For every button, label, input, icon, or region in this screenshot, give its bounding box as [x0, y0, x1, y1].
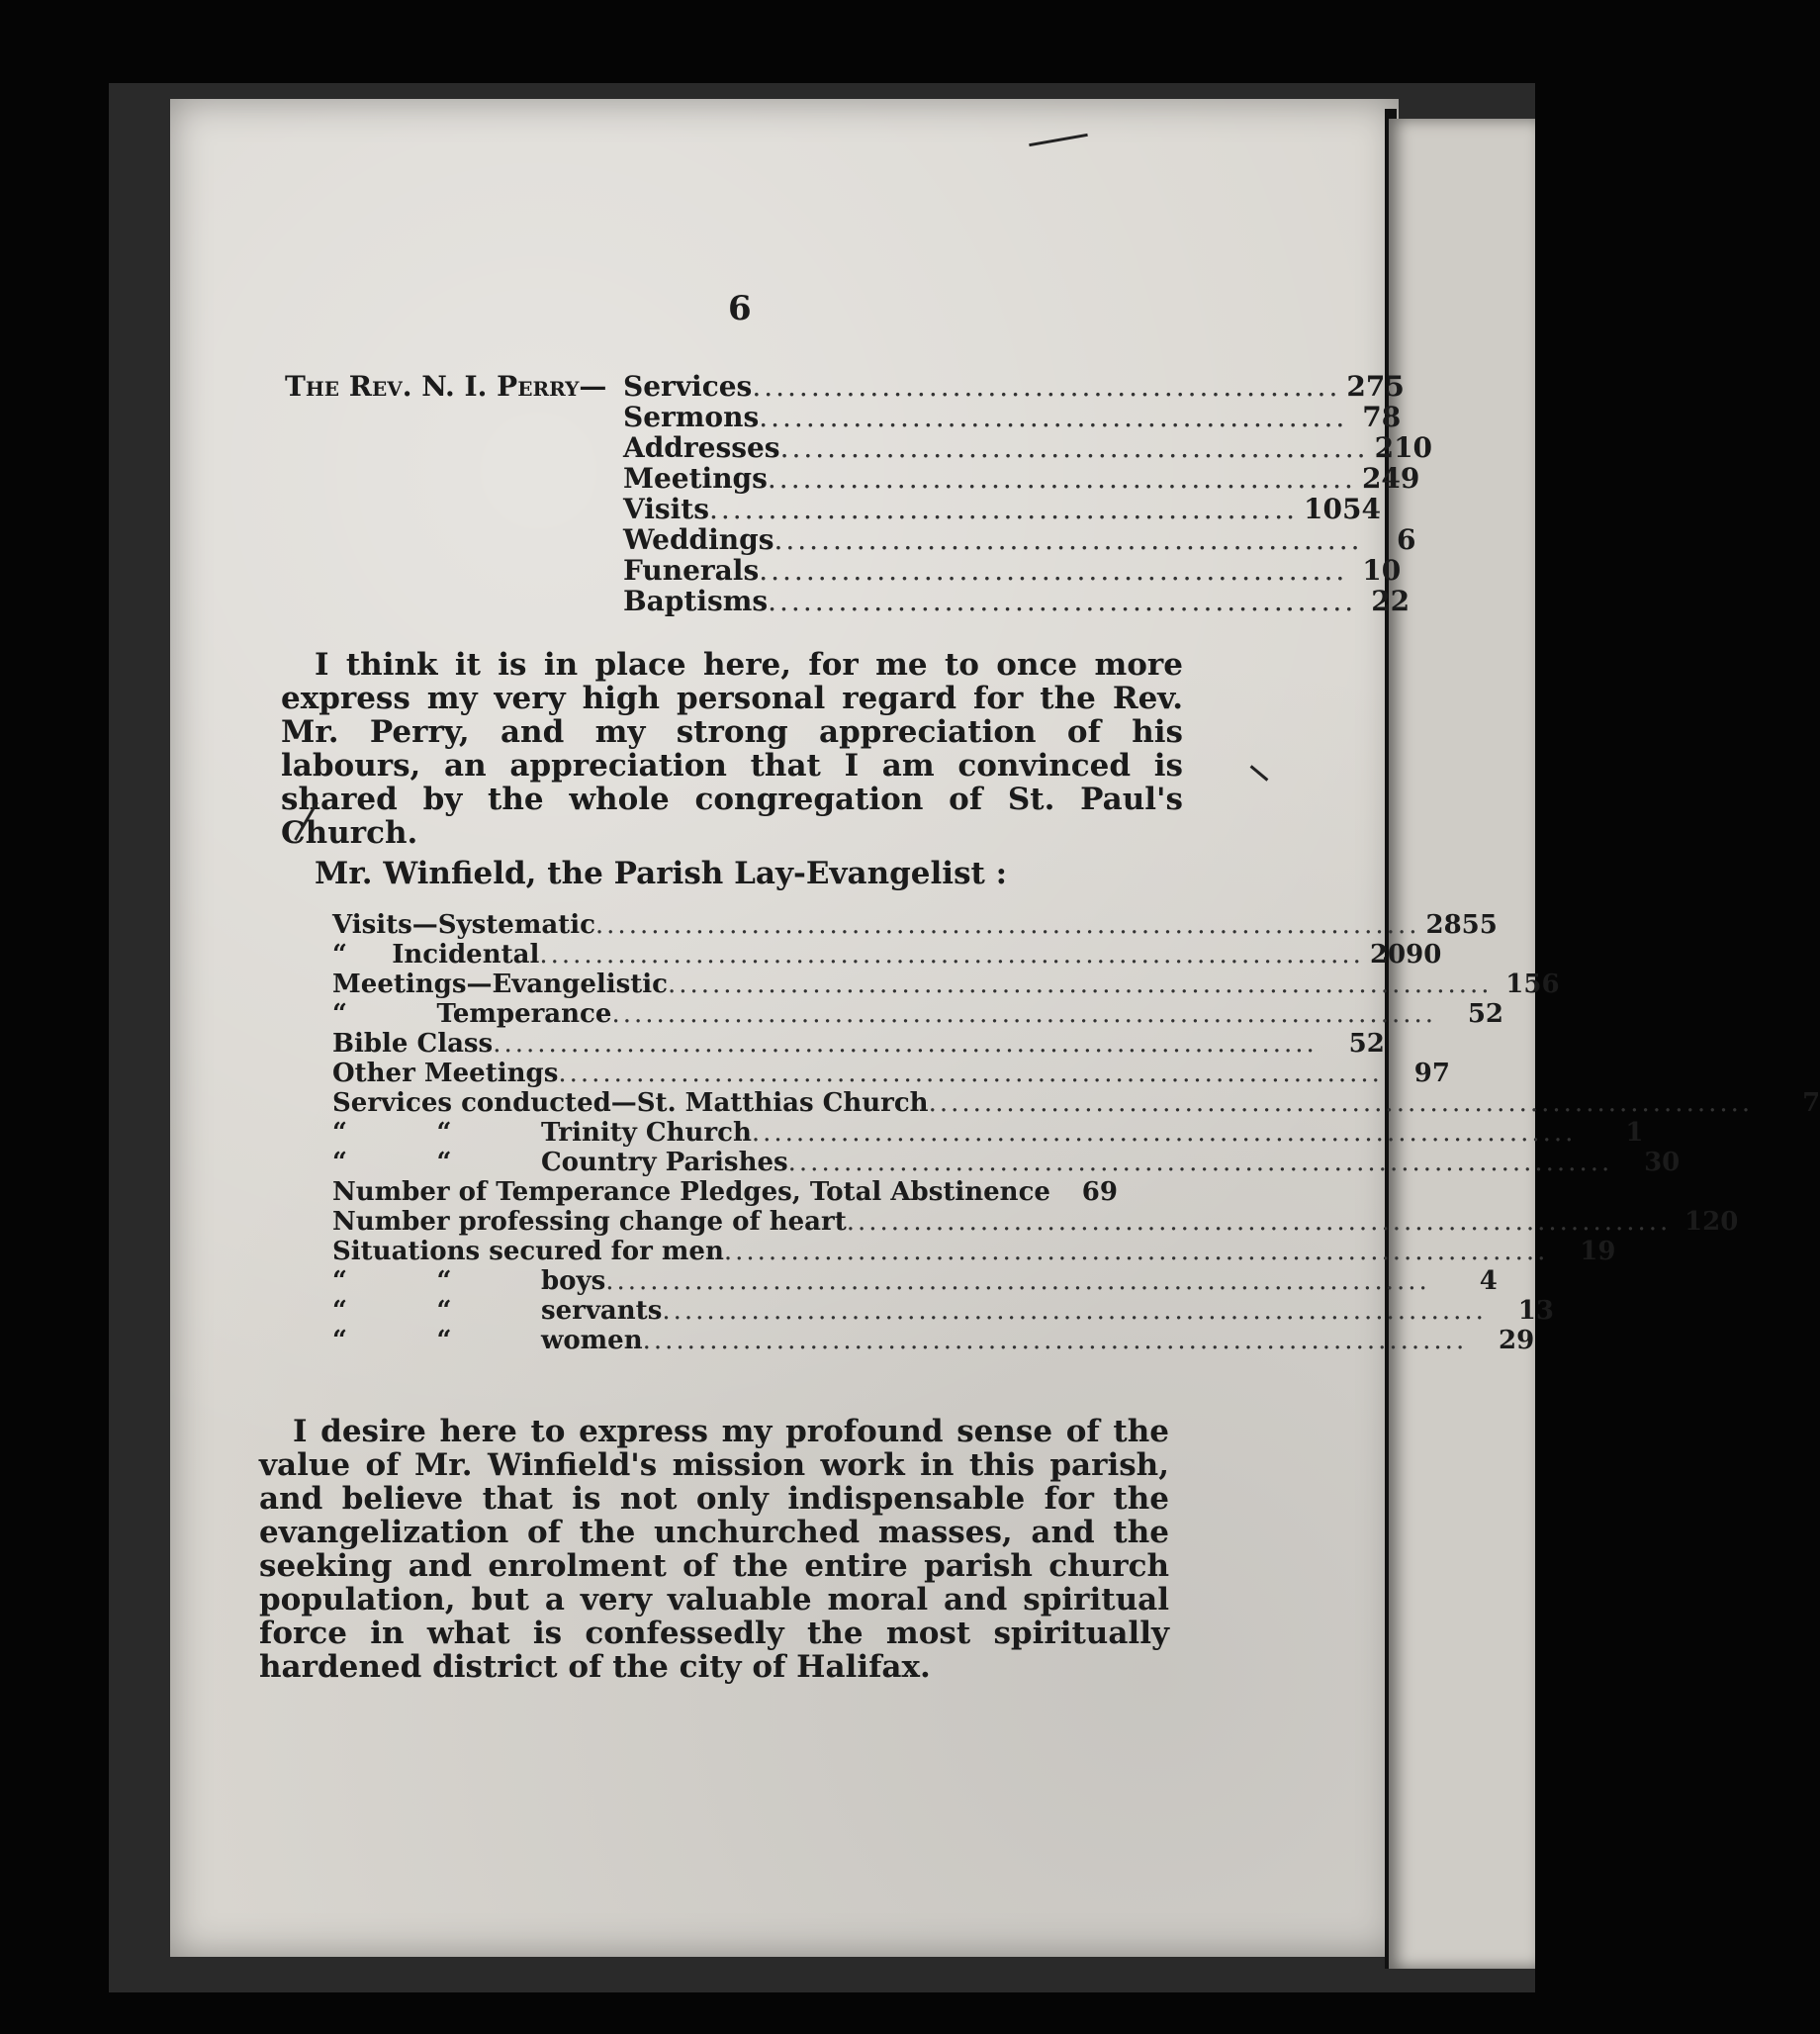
page-number: 6: [728, 289, 752, 328]
stat-value: 210: [1374, 431, 1433, 464]
stat-row: “ “ Trinity Church .......................................................................... 1: [332, 1118, 1644, 1148]
stat-label: Funerals: [623, 554, 760, 587]
stat-row: Weddings .................................................. 6: [623, 523, 1416, 556]
perry-stats-list: [623, 370, 1433, 617]
stat-row: Situations secured for men .......................................................................... 19: [332, 1237, 1616, 1266]
stat-label: “ “ women: [332, 1326, 643, 1355]
stat-row: [332, 1177, 1118, 1207]
stat-row: “ “ women .......................................................................... 29: [332, 1326, 1535, 1355]
perry-heading: The Rev. N. I. Perry—: [285, 370, 607, 403]
stat-value: 69: [1081, 1177, 1118, 1207]
stat-value: 22: [1371, 585, 1410, 617]
stat-value: 2090: [1369, 940, 1442, 970]
paragraph-perry-tribute: I think it is in place here, for me to once more express my very high personal regard for the Rev. Mr. Perry, and my strong appreciation of his labours, an appreciation that I am convinced is shared by the whole congregation of St. Paul's Church.: [281, 647, 1183, 851]
stat-row: “ “ boys .......................................................................... 4: [332, 1266, 1498, 1296]
stat-value: 2855: [1425, 910, 1498, 940]
stat-row: Addresses .................................................. 210: [623, 431, 1433, 464]
stat-value: 13: [1517, 1296, 1554, 1326]
stat-value: 120: [1684, 1207, 1739, 1237]
stat-label: “ “ boys: [332, 1266, 606, 1296]
stat-row: Funerals .................................................. 10: [623, 554, 1402, 587]
stat-row: Visits .................................................. 1054: [623, 493, 1381, 525]
stat-label: Visits: [623, 493, 709, 525]
stat-value: 10: [1362, 554, 1402, 587]
stat-label: Situations secured for men: [332, 1237, 724, 1266]
stat-value: 1: [1625, 1118, 1644, 1148]
stat-row: Meetings—Evangelistic .......................................................................... 156: [332, 970, 1560, 999]
stat-value: 52: [1348, 1029, 1385, 1059]
stat-row: “ “ Country Parishes .......................................................................... 30: [332, 1148, 1681, 1177]
paragraph-winfield-tribute: I desire here to express my profound sense of the value of Mr. Winfield's mission work in this parish, and believe that is not only indispensable for the evangelization of the unchurched masses, and the seeking and enrolment of the entire parish church population, but a very valuable moral and spiritual force in what is confessedly the most spiritually hardened district of the city of Halifax.: [259, 1414, 1169, 1685]
stat-value: 1054: [1304, 493, 1381, 525]
stat-value: 6: [1397, 523, 1416, 556]
stat-label: Other Meetings: [332, 1059, 559, 1088]
stat-row: Baptisms .................................................. 22: [623, 585, 1410, 617]
stat-value: 30: [1644, 1148, 1681, 1177]
stat-value: 7: [1802, 1088, 1820, 1118]
stat-row: “ Temperance .......................................................................... 52: [332, 999, 1504, 1029]
stat-row: “ “ servants .......................................................................... 13: [332, 1296, 1554, 1326]
stat-row: Sermons .................................................. 78: [623, 401, 1402, 433]
stat-value: 29: [1499, 1326, 1535, 1355]
stat-label: Number of Temperance Pledges, Total Abstinence: [332, 1177, 1050, 1207]
stat-row: Bible Class .......................................................................... 52: [332, 1029, 1385, 1059]
stat-row: Other Meetings .......................................................................... 97: [332, 1059, 1450, 1088]
stat-value: 52: [1467, 999, 1504, 1029]
stat-label: Baptisms: [623, 585, 769, 617]
stat-label: Visits—Systematic: [332, 910, 595, 940]
stat-label: Addresses: [623, 431, 780, 464]
evangelist-heading: Mr. Winfield, the Parish Lay-Evangelist :: [315, 856, 1008, 891]
stat-label: “ Incidental: [332, 940, 540, 970]
stat-value: 97: [1413, 1059, 1450, 1088]
stat-value: 19: [1580, 1237, 1616, 1266]
stat-label: Meetings: [623, 462, 768, 495]
stat-row: Number professing change of heart .......................................................................... 120: [332, 1207, 1739, 1237]
stat-row: Visits—Systematic .......................................................................... 2855: [332, 910, 1498, 940]
stat-value: 275: [1346, 370, 1405, 403]
stat-value: 4: [1479, 1266, 1498, 1296]
stat-label: Bible Class: [332, 1029, 494, 1059]
stat-row: Meetings .................................................. 249: [623, 462, 1420, 495]
stat-label: “ Temperance: [332, 999, 612, 1029]
stat-row: Services .................................................. 275: [623, 370, 1405, 403]
stat-value: 156: [1505, 970, 1560, 999]
stat-row: Services conducted—St. Matthias Church .......................................................................... 7: [332, 1088, 1820, 1118]
stat-value: 78: [1362, 401, 1402, 433]
stat-label: “ “ Country Parishes: [332, 1148, 788, 1177]
stat-label: Services: [623, 370, 753, 403]
stat-label: “ “ Trinity Church: [332, 1118, 752, 1148]
stat-label: Weddings: [623, 523, 774, 556]
facing-page-edge: [1389, 119, 1535, 1969]
stat-value: 249: [1361, 462, 1420, 495]
stat-label: Services conducted—St. Matthias Church: [332, 1088, 929, 1118]
stat-label: Meetings—Evangelistic: [332, 970, 668, 999]
stat-row: “ Incidental .......................................................................... 2090: [332, 940, 1442, 970]
evangelist-stats-list: [332, 910, 1820, 1355]
stat-label: Number professing change of heart: [332, 1207, 847, 1237]
stat-label: “ “ servants: [332, 1296, 663, 1326]
stat-label: Sermons: [623, 401, 760, 433]
